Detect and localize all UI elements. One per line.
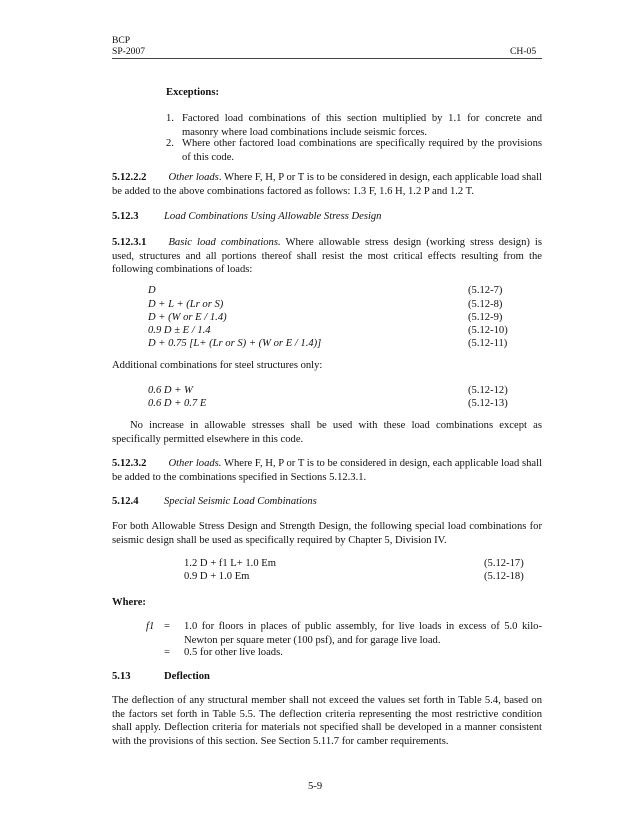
exception-text: Factored load combinations of this section multiplied by 1.1 for concrete and masonry where load combinations include seismic forces. (182, 113, 542, 138)
no-increase-paragraph: No increase in allowable stresses shall be used with these load combinations except as specifically permitted elsewhere in this code. (112, 420, 542, 445)
section-title: Deflection (164, 671, 210, 682)
seismic-equation: 0.9 D + 1.0 Em (184, 571, 250, 582)
where-symbol: f1 (146, 621, 155, 632)
header-org: BCP (112, 35, 131, 46)
where-equals: = (164, 647, 170, 658)
combo-equation: D (148, 285, 156, 296)
combo-row (148, 298, 542, 312)
combo-row (148, 311, 542, 325)
section-text: Where F, H, P or T is to be considered in design, each applicable load shall be added to the combinations specified in Sections 5.12.3.1. (112, 458, 543, 483)
section-5-12-3-1 (112, 236, 542, 277)
section-5-12-3 (112, 210, 381, 224)
combo-number: (5.12-8) (468, 299, 503, 310)
seismic-number: (5.12-17) (484, 558, 524, 569)
seismic-combo-row (184, 557, 542, 571)
where-equals: = (164, 621, 170, 632)
combo-number: (5.12-10) (468, 325, 508, 336)
section-title: Load Combinations Using Allowable Stress Design (164, 211, 382, 222)
header-rule (112, 58, 542, 59)
exception-number: 2. (166, 138, 174, 149)
section-text: . Where F, H, P or T is to be considered in design, each applicable load shall be added to the above combinations factored as follows: 1.3 F, 1.6 H, 1.2 P and 1.2 T. (112, 172, 542, 197)
combo-number: (5.12-13) (468, 398, 508, 409)
section-text: Where allowable stress design (working stress design) is used, structures and all portions thereof shall resist the most critical effects resulting from the following combinations of loads: (112, 237, 542, 276)
section-lead: Other loads. (168, 458, 222, 469)
seismic-intro: For both Allowable Stress Design and Strength Design, the following special load combinations for seismic design shall be used as specifically required by Chapter 5, Division IV. (112, 521, 542, 546)
where-definition-1: 1.0 for floors in places of public assembly, for live loads in excess of 5.0 kilo-Newton per square meter (100 psf), and for garage live load. (184, 621, 542, 646)
deflection-paragraph: The deflection of any structural member shall not exceed the values set forth in Table 5.4, based on the factors set forth in Table 5.5. The deflection criteria representing the most restrictive condition shall apply. Deflection criteria for materials not specified shall be developed in a manner consistent with the provisions of this section. See Section 5.11.7 for camber requirements. (112, 695, 542, 747)
section-lead: Other loads (168, 172, 219, 183)
combo-equation: 0.9 D ± E / 1.4 (148, 325, 211, 336)
combo-row (148, 384, 542, 398)
section-5-12-3-2 (112, 457, 542, 484)
section-number: 5.13 (112, 671, 131, 682)
seismic-number: (5.12-18) (484, 571, 524, 582)
combo-row (148, 397, 542, 411)
section-5-13 (112, 670, 210, 684)
section-number: 5.12.2.2 (112, 172, 147, 183)
header-chapter: CH-05 (510, 46, 537, 57)
where-definition-2: 0.5 for other live loads. (184, 647, 283, 658)
combo-equation: D + (W or E / 1.4) (148, 312, 227, 323)
steel-intro: Additional combinations for steel structures only: (112, 360, 323, 371)
exceptions-heading: Exceptions: (166, 87, 219, 98)
header-code: SP-2007 (112, 46, 146, 57)
section-title: Special Seismic Load Combinations (164, 496, 317, 507)
exception-text: Where other factored load combinations are specifically required by the provisions of this code. (182, 138, 542, 163)
combo-equation: D + 0.75 [L+ (Lr or S) + (W or E / 1.4)] (148, 338, 322, 349)
where-heading: Where: (112, 597, 146, 608)
combo-row (148, 324, 542, 338)
combo-equation: 0.6 D + W (148, 385, 193, 396)
combo-number: (5.12-11) (468, 338, 508, 349)
combo-number: (5.12-12) (468, 385, 508, 396)
section-number: 5.12.4 (112, 496, 139, 507)
seismic-combo-row (184, 570, 542, 584)
combo-equation: D + L + (Lr or S) (148, 299, 224, 310)
combo-number: (5.12-7) (468, 285, 503, 296)
section-number: 5.12.3.2 (112, 458, 147, 469)
seismic-equation: 1.2 D + f1 L+ 1.0 Em (184, 558, 276, 569)
combo-row (148, 337, 542, 351)
combo-equation: 0.6 D + 0.7 E (148, 398, 207, 409)
section-5-12-2-2 (112, 171, 542, 198)
exception-number: 1. (166, 113, 174, 124)
section-lead: Basic load combinations. (168, 237, 281, 248)
combo-number: (5.12-9) (468, 312, 503, 323)
section-number: 5.12.3.1 (112, 237, 147, 248)
page-number: 5-9 (308, 781, 323, 792)
section-number: 5.12.3 (112, 211, 139, 222)
section-5-12-4 (112, 495, 317, 509)
combo-row (148, 284, 542, 298)
